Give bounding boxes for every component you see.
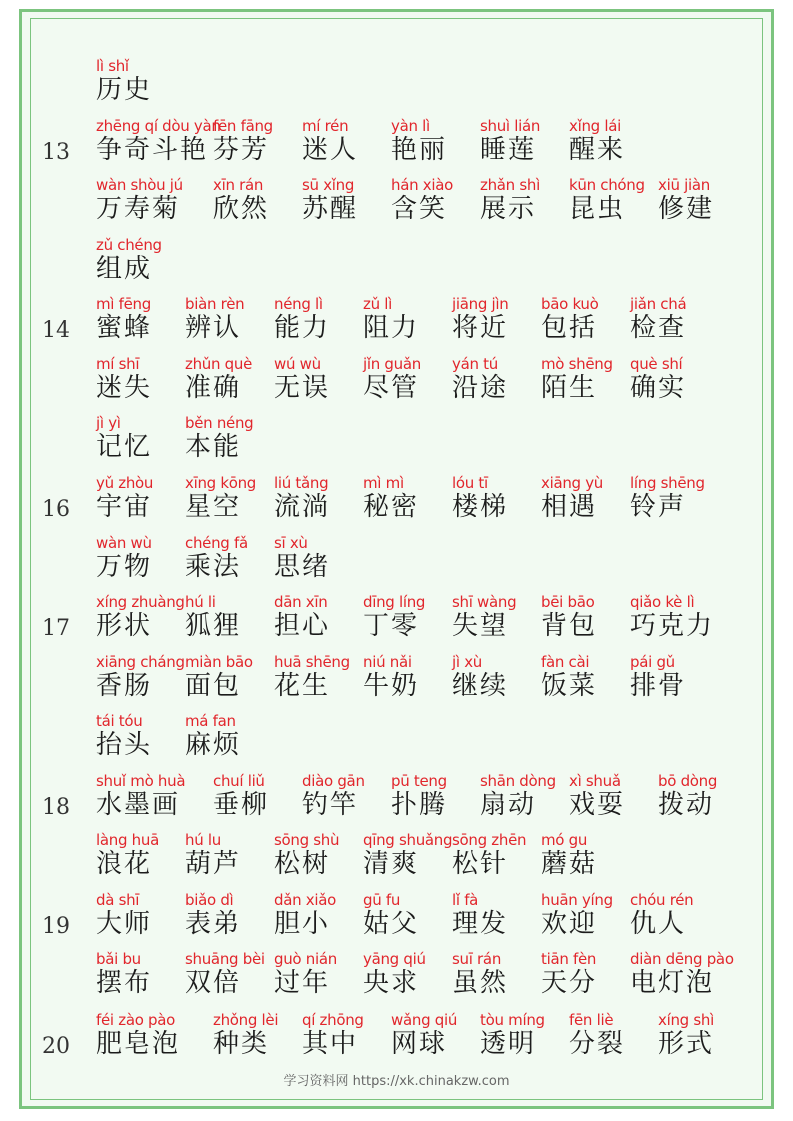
vocab-word: [630, 951, 734, 998]
hanzi: 包括: [541, 313, 598, 343]
vocab-word: [541, 356, 613, 403]
pinyin: huān yíng: [541, 891, 613, 909]
vocab-word: [274, 892, 336, 939]
pinyin: qí zhōng: [302, 1011, 364, 1029]
hanzi: 松针: [452, 849, 509, 879]
vocab-word: [363, 654, 419, 701]
hanzi: 牛奶: [363, 671, 420, 701]
pinyin: fàn cài: [541, 653, 590, 671]
pinyin: guò nián: [274, 950, 337, 968]
pinyin: fēn fāng: [213, 117, 273, 135]
pinyin: wàn wù: [96, 534, 152, 552]
hanzi: 思绪: [274, 552, 331, 582]
vocab-word: [541, 892, 613, 939]
hanzi: 醒来: [569, 135, 626, 165]
hanzi: 电灯泡: [630, 968, 715, 998]
hanzi: 透明: [480, 1029, 537, 1059]
vocab-word: [213, 1012, 278, 1059]
vocab-word: [302, 1012, 364, 1059]
vocab-word: [541, 296, 598, 343]
pinyin: jì xù: [452, 653, 482, 671]
pinyin: lì shǐ: [96, 57, 129, 75]
pinyin: sōng zhēn: [452, 831, 527, 849]
vocab-word: [569, 773, 625, 820]
hanzi: 央求: [363, 968, 420, 998]
hanzi: 拨动: [658, 790, 715, 820]
vocab-word: [302, 773, 365, 820]
pinyin: xiū jiàn: [658, 176, 710, 194]
hanzi: 迷失: [96, 373, 153, 403]
pinyin: bāo kuò: [541, 295, 599, 313]
hanzi: 艳丽: [391, 135, 448, 165]
vocab-word: [541, 594, 597, 641]
vocab-word: [630, 892, 693, 939]
hanzi: 昆虫: [569, 194, 626, 224]
vocab-word: [452, 832, 526, 879]
hanzi: 丁零: [363, 611, 420, 641]
pinyin: diào gān: [302, 772, 365, 790]
hanzi: 狐狸: [185, 611, 242, 641]
hanzi: 记忆: [96, 432, 153, 462]
hanzi: 沿途: [452, 373, 509, 403]
hanzi: 阻力: [363, 313, 420, 343]
hanzi: 失望: [452, 611, 509, 641]
hanzi: 花生: [274, 671, 331, 701]
vocab-word: [96, 951, 152, 998]
pinyin: wú wù: [274, 355, 321, 373]
pinyin: pū teng: [391, 772, 447, 790]
vocab-word: [658, 1012, 714, 1059]
hanzi: 仇人: [630, 909, 687, 939]
vocab-word: [185, 892, 241, 939]
pinyin: xíng shì: [658, 1011, 714, 1029]
hanzi: 历史: [96, 75, 153, 105]
pinyin: liú tǎng: [274, 474, 329, 492]
pinyin: jì yì: [96, 414, 121, 432]
pinyin: zǔ chéng: [96, 236, 162, 254]
hanzi: 天分: [541, 968, 598, 998]
pinyin: wǎng qiú: [391, 1011, 458, 1029]
vocab-word: [480, 118, 540, 165]
pinyin: hán xiào: [391, 176, 453, 194]
vocab-word: [96, 296, 152, 343]
hanzi: 钓竿: [302, 790, 359, 820]
pinyin: bēi bāo: [541, 593, 595, 611]
hanzi: 流淌: [274, 492, 331, 522]
hanzi: 检查: [630, 313, 687, 343]
vocab-word: [213, 773, 269, 820]
hanzi: 扑腾: [391, 790, 448, 820]
vocab-word: [363, 832, 452, 879]
pinyin: zhǎn shì: [480, 176, 540, 194]
vocab-word: [658, 773, 717, 820]
hanzi: 姑父: [363, 909, 420, 939]
pinyin: sōng shù: [274, 831, 340, 849]
vocab-word: [185, 951, 265, 998]
pinyin: yǔ zhòu: [96, 474, 154, 492]
hanzi: 陌生: [541, 373, 598, 403]
vocab-word: [363, 594, 425, 641]
pinyin: xīng kōng: [185, 474, 257, 492]
pinyin: zhēng qí dòu yàn: [96, 117, 221, 135]
vocab-word: [96, 177, 183, 224]
vocab-word: [185, 594, 241, 641]
vocab-row: [0, 415, 793, 465]
hanzi: 秘密: [363, 492, 420, 522]
vocab-row: [0, 118, 793, 168]
vocab-word: [213, 118, 273, 165]
hanzi: 睡莲: [480, 135, 537, 165]
vocab-row: [0, 654, 793, 704]
vocab-word: [185, 654, 253, 701]
hanzi: 分裂: [569, 1029, 626, 1059]
pinyin: biàn rèn: [185, 295, 245, 313]
vocab-word: [274, 594, 330, 641]
hanzi: 欣然: [213, 194, 270, 224]
hanzi: 网球: [391, 1029, 448, 1059]
hanzi: 清爽: [363, 849, 420, 879]
vocab-word: [274, 296, 330, 343]
hanzi: 其中: [302, 1029, 359, 1059]
vocab-word: [96, 475, 153, 522]
hanzi: 尽管: [363, 373, 420, 403]
hanzi: 松树: [274, 849, 331, 879]
hanzi: 含笑: [391, 194, 448, 224]
vocab-word: [452, 296, 508, 343]
hanzi: 形状: [96, 611, 153, 641]
vocab-row: [0, 58, 793, 108]
vocab-row: [0, 296, 793, 346]
hanzi: 组成: [96, 254, 153, 284]
pinyin: chéng fǎ: [185, 534, 248, 552]
pinyin: dīng líng: [363, 593, 426, 611]
hanzi: 本能: [185, 432, 242, 462]
vocab-word: [274, 654, 350, 701]
pinyin: diàn dēng pào: [630, 950, 734, 968]
vocab-word: [480, 1012, 545, 1059]
vocab-word: [452, 951, 508, 998]
hanzi: 排骨: [630, 671, 687, 701]
vocab-word: [96, 58, 152, 105]
pinyin: miàn bāo: [185, 653, 253, 671]
vocab-word: [569, 1012, 625, 1059]
hanzi: 肥皂泡: [96, 1029, 181, 1059]
hanzi: 过年: [274, 968, 331, 998]
hanzi: 万物: [96, 552, 153, 582]
pinyin: má fan: [185, 712, 236, 730]
hanzi: 修建: [658, 194, 715, 224]
vocab-word: [569, 118, 625, 165]
hanzi: 巧克力: [630, 611, 715, 641]
hanzi: 蜜蜂: [96, 313, 153, 343]
vocab-word: [480, 773, 556, 820]
hanzi: 将近: [452, 313, 509, 343]
hanzi: 准确: [185, 373, 242, 403]
vocab-word: [541, 951, 597, 998]
vocab-word: [185, 296, 244, 343]
pinyin: hú li: [185, 593, 216, 611]
hanzi: 水墨画: [96, 790, 181, 820]
lesson-number: 17: [42, 616, 70, 641]
pinyin: làng huā: [96, 831, 159, 849]
pinyin: pái gǔ: [630, 653, 675, 671]
hanzi: 乘法: [185, 552, 242, 582]
pinyin: xì shuǎ: [569, 772, 621, 790]
pinyin: suī rán: [452, 950, 502, 968]
hanzi: 展示: [480, 194, 537, 224]
vocab-word: [363, 892, 419, 939]
hanzi: 麻烦: [185, 730, 242, 760]
pinyin: xiāng cháng: [96, 653, 185, 671]
vocab-word: [391, 177, 453, 224]
vocab-word: [185, 475, 256, 522]
pinyin: dǎn xiǎo: [274, 891, 337, 909]
pinyin: dān xīn: [274, 593, 328, 611]
lesson-number: 16: [42, 497, 70, 522]
vocab-word: [541, 475, 603, 522]
hanzi: 虽然: [452, 968, 509, 998]
vocab-word: [96, 118, 221, 165]
pinyin: xǐng lái: [569, 117, 621, 135]
hanzi: 楼梯: [452, 492, 509, 522]
pinyin: féi zào pào: [96, 1011, 176, 1029]
vocab-row: [0, 892, 793, 942]
pinyin: xiāng yù: [541, 474, 604, 492]
lesson-number: 20: [42, 1034, 70, 1059]
vocab-word: [274, 535, 330, 582]
vocab-word: [96, 713, 152, 760]
vocab-word: [185, 713, 241, 760]
hanzi: 理发: [452, 909, 509, 939]
vocab-word: [363, 296, 419, 343]
pinyin: fēn liè: [569, 1011, 614, 1029]
hanzi: 继续: [452, 671, 509, 701]
pinyin: tòu míng: [480, 1011, 545, 1029]
pinyin: tiān fèn: [541, 950, 597, 968]
vocab-word: [96, 415, 152, 462]
vocab-word: [630, 356, 686, 403]
vocab-row: [0, 237, 793, 287]
pinyin: chóu rén: [630, 891, 694, 909]
hanzi: 葫芦: [185, 849, 242, 879]
vocab-word: [274, 951, 337, 998]
pinyin: mò shēng: [541, 355, 613, 373]
vocab-word: [541, 654, 597, 701]
vocab-row: [0, 475, 793, 525]
pinyin: xíng zhuàng: [96, 593, 185, 611]
hanzi: 摆布: [96, 968, 153, 998]
hanzi: 浪花: [96, 849, 153, 879]
hanzi: 万寿菊: [96, 194, 181, 224]
hanzi: 背包: [541, 611, 598, 641]
hanzi: 大师: [96, 909, 153, 939]
hanzi: 无误: [274, 373, 331, 403]
hanzi: 饭菜: [541, 671, 598, 701]
pinyin: yán tú: [452, 355, 498, 373]
pinyin: mì mì: [363, 474, 404, 492]
vocab-word: [274, 356, 330, 403]
pinyin: wàn shòu jú: [96, 176, 183, 194]
vocab-row: [0, 594, 793, 644]
vocab-word: [274, 832, 339, 879]
vocab-word: [96, 773, 185, 820]
vocab-word: [630, 475, 705, 522]
hanzi: 种类: [213, 1029, 270, 1059]
vocab-word: [96, 892, 152, 939]
hanzi: 双倍: [185, 968, 242, 998]
pinyin: shān dòng: [480, 772, 556, 790]
pinyin: qīng shuǎng: [363, 831, 453, 849]
vocab-word: [541, 832, 597, 879]
pinyin: tái tóu: [96, 712, 143, 730]
hanzi: 香肠: [96, 671, 153, 701]
vocab-word: [185, 535, 248, 582]
vocab-row: [0, 535, 793, 585]
vocab-word: [213, 177, 269, 224]
pinyin: mì fēng: [96, 295, 151, 313]
pinyin: líng shēng: [630, 474, 705, 492]
hanzi: 苏醒: [302, 194, 359, 224]
vocab-word: [630, 296, 686, 343]
hanzi: 蘑菇: [541, 849, 598, 879]
footer-watermark: 学习资料网 https://xk.chinakzw.com: [283, 1074, 510, 1089]
pinyin: jǐn guǎn: [363, 355, 421, 373]
hanzi: 能力: [274, 313, 331, 343]
hanzi: 相遇: [541, 492, 598, 522]
hanzi: 宇宙: [96, 492, 153, 522]
hanzi: 辨认: [185, 313, 242, 343]
pinyin: bǎi bu: [96, 950, 141, 968]
pinyin: hú lu: [185, 831, 221, 849]
vocab-word: [96, 594, 185, 641]
pinyin: chuí liǔ: [213, 772, 265, 790]
pinyin: yāng qiú: [363, 950, 426, 968]
lesson-number: 13: [42, 140, 70, 165]
vocab-word: [96, 535, 152, 582]
vocab-word: [185, 415, 253, 462]
pinyin: běn néng: [185, 414, 254, 432]
vocab-word: [658, 177, 714, 224]
pinyin: biǎo dì: [185, 891, 234, 909]
vocab-word: [391, 1012, 457, 1059]
hanzi: 迷人: [302, 135, 359, 165]
vocab-row: [0, 713, 793, 763]
hanzi: 形式: [658, 1029, 715, 1059]
vocab-row: [0, 773, 793, 823]
pinyin: shuì lián: [480, 117, 541, 135]
hanzi: 欢迎: [541, 909, 598, 939]
hanzi: 担心: [274, 611, 331, 641]
lesson-number: 14: [42, 318, 70, 343]
vocab-word: [274, 475, 330, 522]
vocab-word: [302, 118, 358, 165]
vocab-row: [0, 832, 793, 882]
pinyin: zhǔn què: [185, 355, 253, 373]
vocab-word: [96, 1012, 180, 1059]
pinyin: gū fu: [363, 891, 401, 909]
vocab-word: [452, 594, 516, 641]
vocab-word: [391, 118, 447, 165]
vocab-row: [0, 951, 793, 1001]
hanzi: 芬芳: [213, 135, 270, 165]
pinyin: jiāng jìn: [452, 295, 509, 313]
vocab-word: [391, 773, 447, 820]
pinyin: huā shēng: [274, 653, 350, 671]
vocab-word: [363, 475, 419, 522]
vocab-word: [452, 475, 508, 522]
pinyin: shuāng bèi: [185, 950, 265, 968]
pinyin: què shí: [630, 355, 683, 373]
lesson-number: 18: [42, 795, 70, 820]
hanzi: 戏耍: [569, 790, 626, 820]
vocab-word: [302, 177, 358, 224]
lesson-number: 19: [42, 914, 70, 939]
vocab-word: [96, 237, 162, 284]
pinyin: sū xǐng: [302, 176, 355, 194]
hanzi: 确实: [630, 373, 687, 403]
pinyin: shī wàng: [452, 593, 517, 611]
vocab-word: [363, 356, 421, 403]
hanzi: 垂柳: [213, 790, 270, 820]
vocab-word: [185, 356, 252, 403]
vocab-word: [452, 892, 508, 939]
pinyin: mó gu: [541, 831, 588, 849]
hanzi: 抬头: [96, 730, 153, 760]
vocab-row: [0, 1012, 793, 1062]
vocab-word: [630, 594, 714, 641]
pinyin: qiǎo kè lì: [630, 593, 695, 611]
vocab-word: [363, 951, 426, 998]
vocab-word: [96, 832, 159, 879]
hanzi: 面包: [185, 671, 242, 701]
pinyin: dà shī: [96, 891, 140, 909]
pinyin: sī xù: [274, 534, 308, 552]
pinyin: bō dòng: [658, 772, 718, 790]
hanzi: 表弟: [185, 909, 242, 939]
pinyin: shuǐ mò huà: [96, 772, 186, 790]
vocab-word: [630, 654, 686, 701]
pinyin: jiǎn chá: [630, 295, 687, 313]
hanzi: 争奇斗艳: [96, 135, 209, 165]
pinyin: kūn chóng: [569, 176, 645, 194]
vocab-word: [480, 177, 540, 224]
pinyin: néng lì: [274, 295, 323, 313]
pinyin: lóu tī: [452, 474, 488, 492]
vocab-row: [0, 177, 793, 227]
pinyin: lǐ fà: [452, 891, 479, 909]
hanzi: 星空: [185, 492, 242, 522]
hanzi: 扇动: [480, 790, 537, 820]
vocab-word: [452, 654, 508, 701]
hanzi: 铃声: [630, 492, 687, 522]
pinyin: zǔ lì: [363, 295, 392, 313]
vocab-word: [452, 356, 508, 403]
pinyin: yàn lì: [391, 117, 430, 135]
vocab-word: [569, 177, 645, 224]
pinyin: mí rén: [302, 117, 349, 135]
vocab-word: [96, 654, 185, 701]
pinyin: niú nǎi: [363, 653, 412, 671]
vocab-row: [0, 356, 793, 406]
vocab-word: [185, 832, 241, 879]
pinyin: xīn rán: [213, 176, 264, 194]
pinyin: mí shī: [96, 355, 140, 373]
hanzi: 胆小: [274, 909, 331, 939]
pinyin: zhǒng lèi: [213, 1011, 279, 1029]
vocab-word: [96, 356, 152, 403]
